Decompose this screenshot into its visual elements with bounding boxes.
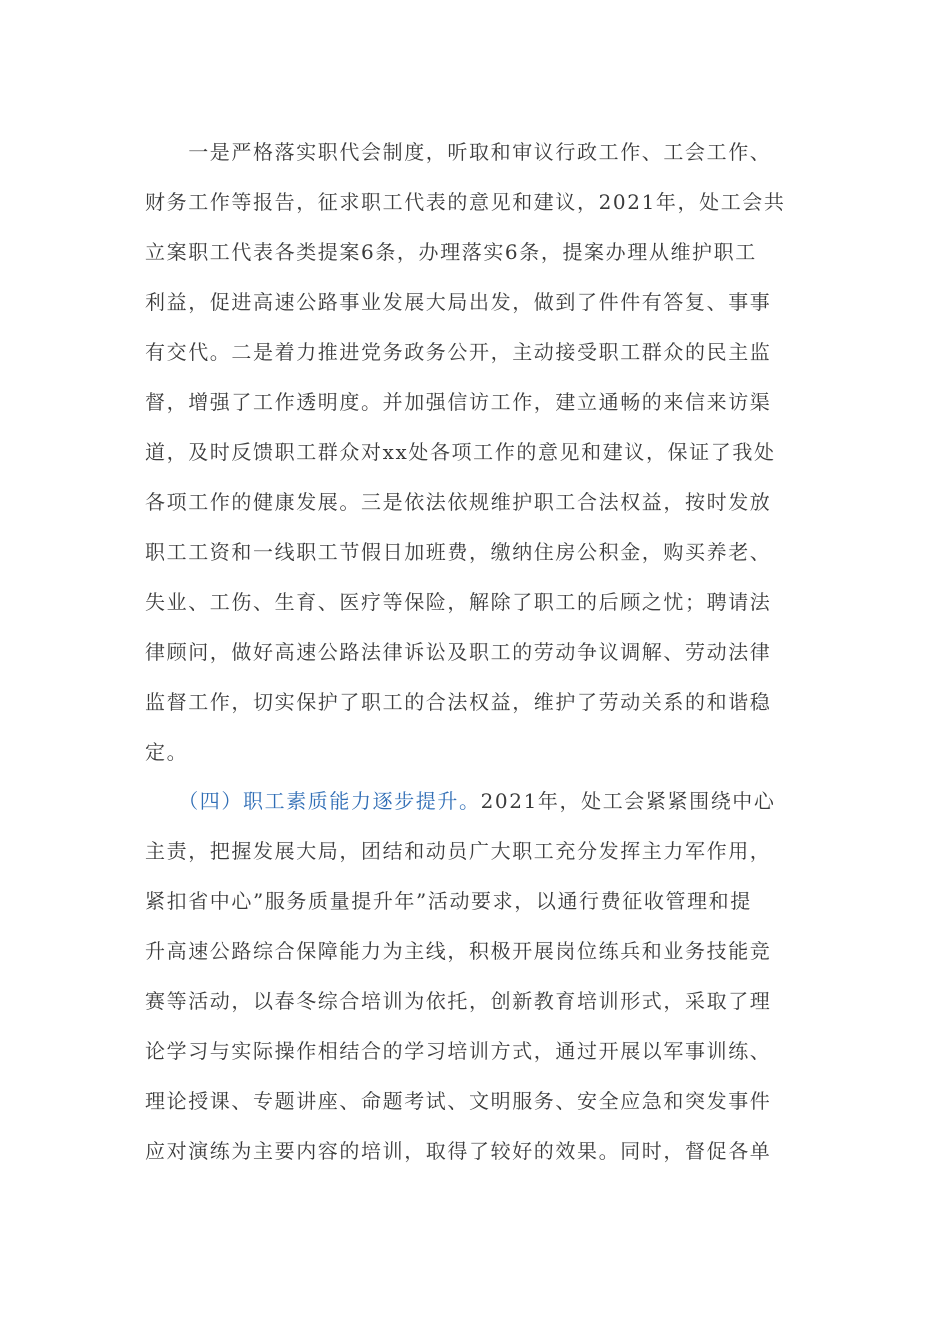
paragraph-line: 监督工作，切实保护了职工的合法权益，维护了劳动关系的和谐稳 [145, 690, 772, 714]
paragraph-line: 利益，促进高速公路事业发展大局出发，做到了件件有答复、事事 [145, 290, 772, 314]
heading-continuation: 2021年，处工会紧紧围绕中心 [480, 789, 776, 813]
paragraph-line: 有交代。二是着力推进党务政务公开，主动接受职工群众的民主监 [145, 340, 772, 364]
paragraph-line: 升高速公路综合保障能力为主线，积极开展岗位练兵和业务技能竞 [145, 939, 772, 963]
paragraph-worker-quality [145, 776, 805, 1176]
paragraph-line: 律顾问，做好高速公路法律诉讼及职工的劳动争议调解、劳动法律 [145, 640, 772, 664]
paragraph-line: 主责，把握发展大局，团结和动员广大职工充分发挥主力军作用， [145, 839, 772, 863]
section-heading: （四）职工素质能力逐步提升。 [188, 789, 481, 813]
paragraph-line: 各项工作的健康发展。三是依法依规维护职工合法权益，按时发放 [145, 490, 772, 514]
paragraph-line: 道，及时反馈职工群众对xx处各项工作的意见和建议，保证了我处 [145, 440, 776, 464]
paragraph-first-line [145, 776, 805, 826]
paragraph-line: 紧扣省中心”服务质量提升年”活动要求，以通行费征收管理和提 [145, 889, 752, 913]
paragraph-line: 应对演练为主要内容的培训，取得了较好的效果。同时，督促各单 [145, 1139, 772, 1163]
paragraph-line: 督，增强了工作透明度。并加强信访工作，建立通畅的来信来访渠 [145, 390, 772, 414]
paragraph-worker-rights [145, 127, 805, 777]
paragraph-line: 一是严格落实职代会制度，听取和审议行政工作、工会工作、 [145, 140, 772, 164]
paragraph-line: 赛等活动，以春冬综合培训为依托，创新教育培训形式，采取了理 [145, 989, 772, 1013]
paragraph-line: 定。 [145, 740, 189, 764]
paragraph-line: 职工工资和一线职工节假日加班费，缴纳住房公积金，购买养老、 [145, 540, 772, 564]
paragraph-line: 立案职工代表各类提案6条，办理落实6条，提案办理从维护职工 [145, 240, 757, 264]
paragraph-line: 理论授课、专题讲座、命题考试、文明服务、安全应急和突发事件 [145, 1089, 772, 1113]
paragraph-line: 失业、工伤、生育、医疗等保险，解除了职工的后顾之忧；聘请法 [145, 590, 772, 614]
paragraph-line: 财务工作等报告，征求职工代表的意见和建议，2021年，处工会共 [145, 190, 786, 214]
paragraph-line: 论学习与实际操作相结合的学习培训方式，通过开展以军事训练、 [145, 1039, 772, 1063]
